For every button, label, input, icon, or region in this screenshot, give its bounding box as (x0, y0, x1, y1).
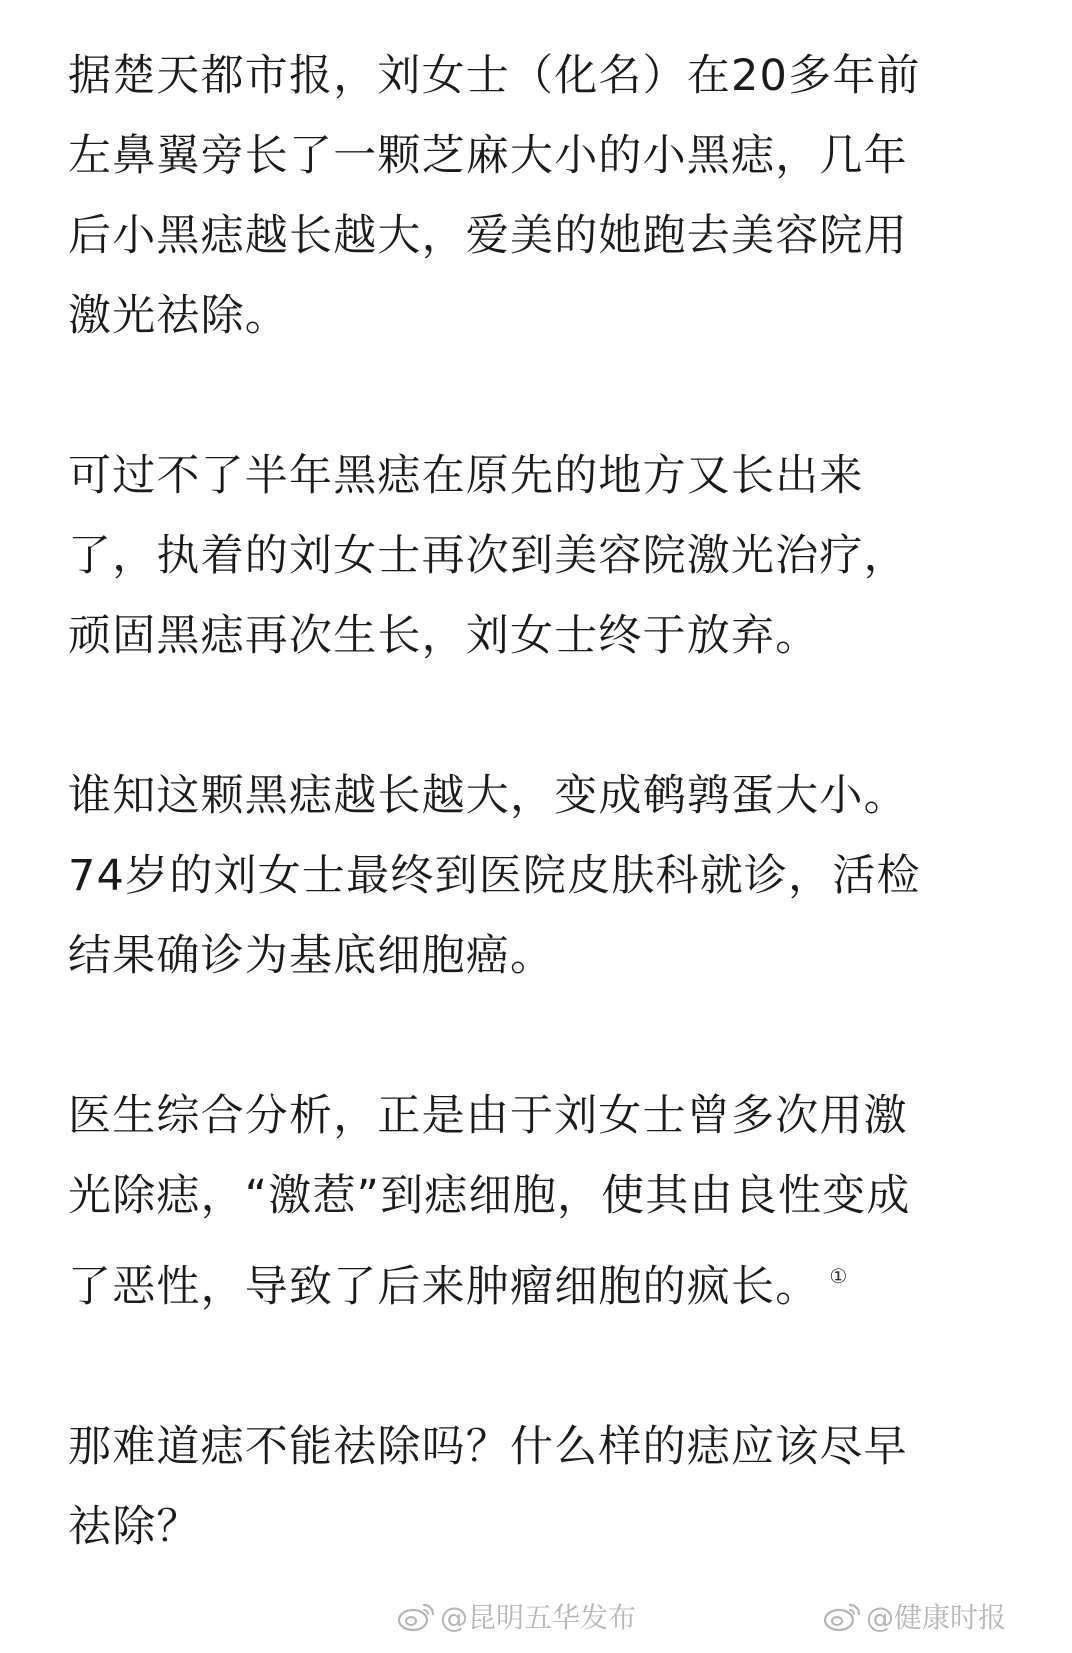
text-line: 后小黑痣越长越大，爱美的她跑去美容院用 (68, 211, 908, 261)
text-line: 顽固黑痣再次生长，刘女士终于放弃。 (68, 611, 820, 661)
text-line: 结果确诊为基底细胞癌。 (68, 931, 555, 981)
weibo-icon (822, 1600, 862, 1632)
text-line: 谁知这颗黑痣越长越大，变成鹌鹑蛋大小。 (68, 771, 908, 821)
watermark-text: @健康时报 (866, 1601, 1007, 1634)
watermark-text: @昆明五华发布 (440, 1601, 637, 1634)
text-line: 光除痣，“激惹”到痣细胞，使其由良性变成 (68, 1171, 911, 1221)
paragraph-2 (68, 436, 1018, 676)
text-line: 左鼻翼旁长了一颗芝麻大小的小黑痣，几年 (68, 131, 908, 181)
text-line: 了恶性，导致了后来肿瘤细胞的疯长。 (68, 1262, 820, 1312)
weibo-icon (396, 1600, 436, 1632)
text-line-with-footnote (68, 1236, 1018, 1327)
paragraph-4 (68, 1076, 1018, 1327)
watermark-source-1 (396, 1596, 636, 1636)
watermark-source-2 (822, 1596, 1006, 1636)
text-line: 医生综合分析，正是由于刘女士曾多次用激 (68, 1091, 908, 1141)
article-body (68, 36, 1018, 1567)
text-line: 据楚天都市报，刘女士（化名）在20多年前 (68, 51, 921, 101)
paragraph-5 (68, 1407, 1018, 1567)
text-line: 祛除？ (68, 1502, 201, 1552)
watermark-bar (0, 1596, 1072, 1644)
paragraph-1 (68, 36, 1018, 356)
paragraph-3 (68, 756, 1018, 996)
text-line: 了，执着的刘女士再次到美容院激光治疗， (68, 531, 908, 581)
footnote-marker[interactable]: ① (829, 1264, 849, 1288)
text-line: 激光祛除。 (68, 291, 289, 341)
text-line: 可过不了半年黑痣在原先的地方又长出来 (68, 451, 864, 501)
text-line: 74岁的刘女士最终到医院皮肤科就诊，活检 (68, 851, 921, 901)
text-line: 那难道痣不能祛除吗？什么样的痣应该尽早 (68, 1422, 908, 1472)
